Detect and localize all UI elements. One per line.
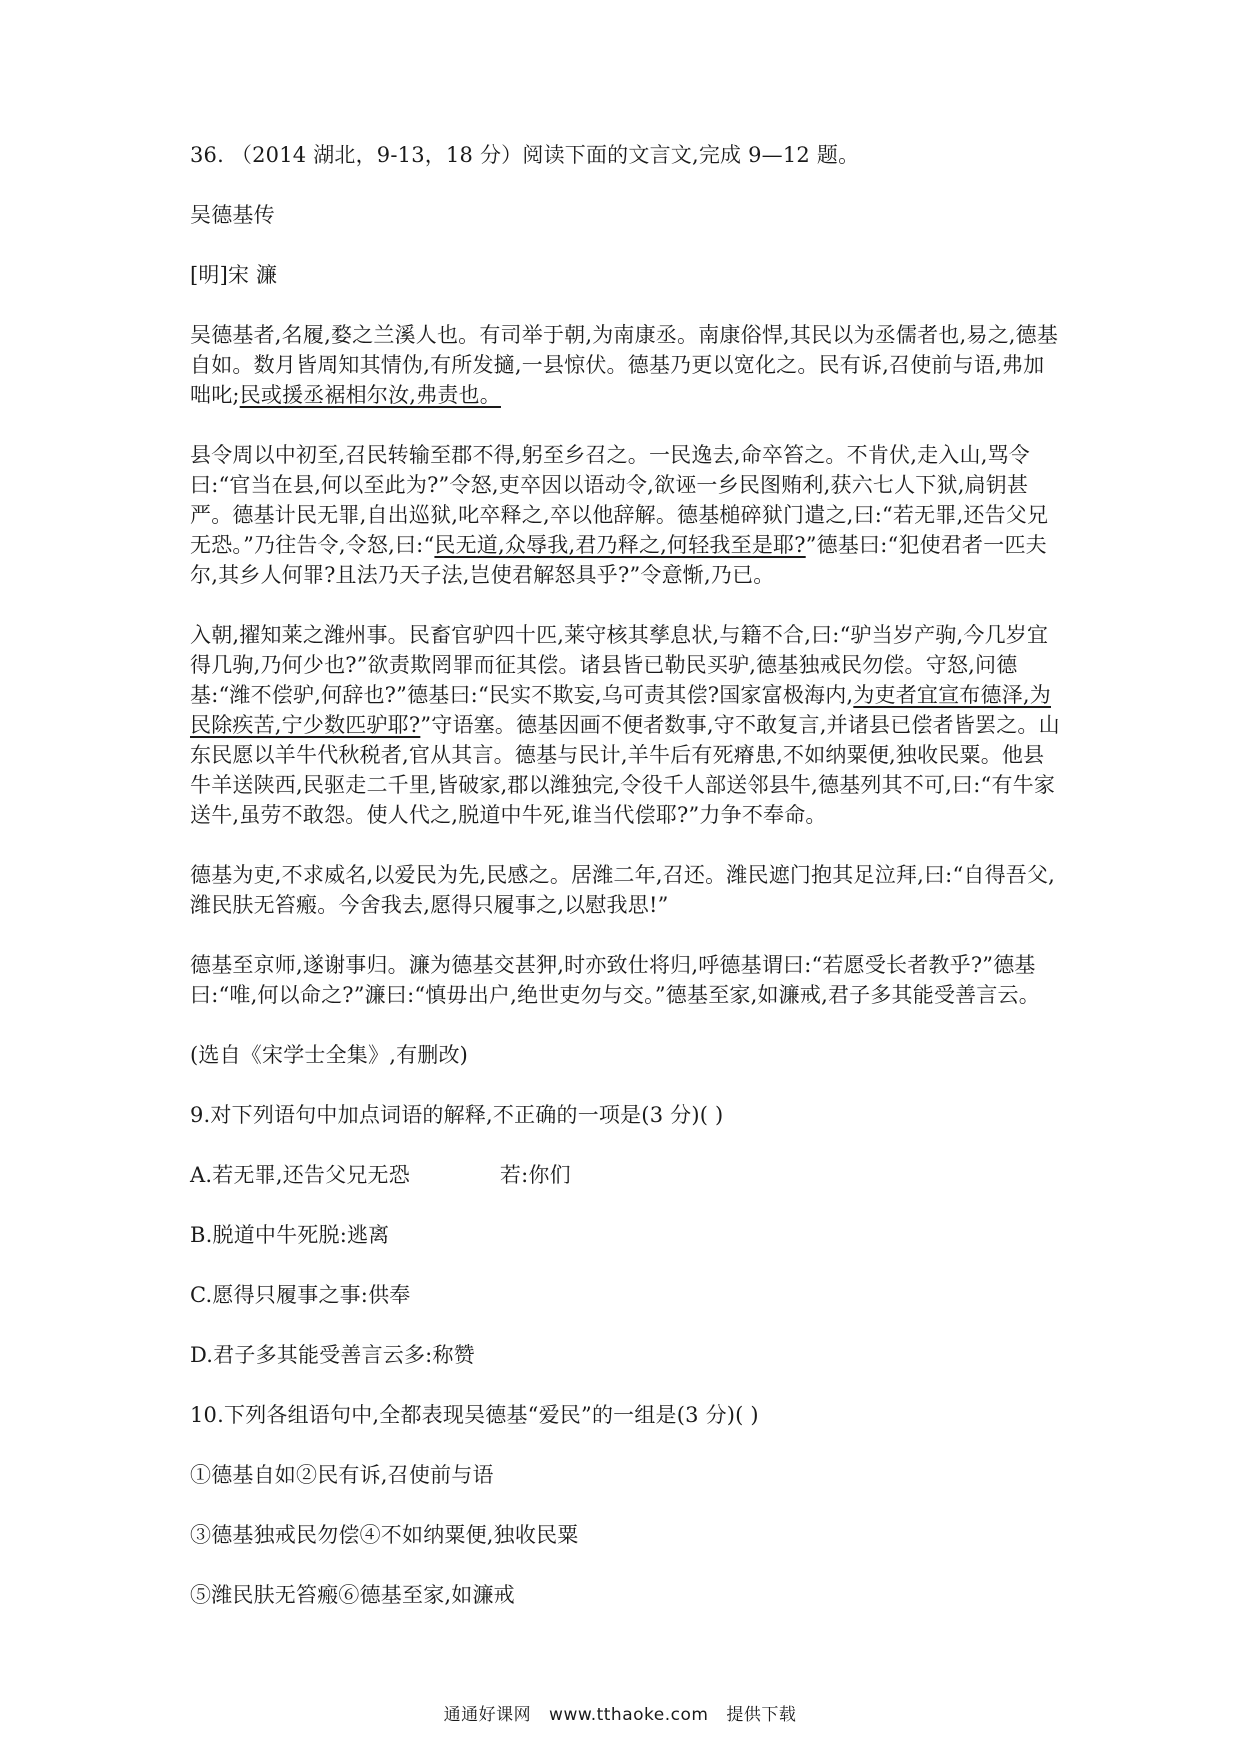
page-footer [0,1700,1240,1725]
question-header: 36. （2014 湖北，9-13，18 分）阅读下面的文言文,完成 9—12 题。 [190,143,860,167]
paragraph-3-text-b: ”守语塞。德基因画不便者数事,守不敢复言,并诸县已偿者皆罢之。山东民愿以羊牛代秋税者,官从其言。德基与民计,羊牛后有死瘠患,不如纳粟便,独收民粟。他县牛羊送陕西,民驱走二千里,皆破家,郡以潍独完,令役千人部送邻县牛,德基列其不可,曰:“有牛家送牛,虽劳不敢怨。使人代之,脱道中牛死,谁当代偿耶?”力争不奉命。 [190,713,1060,827]
question-9-option-c: C.愿得只履事之事:供奉 [190,1283,411,1307]
question-9-option-d: D.君子多其能受善言云多:称赞 [190,1343,475,1367]
paragraph-3-text-a: 入朝,擢知莱之潍州事。民畜官驴四十匹,莱守核其孳息状,与籍不合,曰:“驴当岁产驹,今几岁宜得几驹,乃何少也?”欲责欺罔罪而征其偿。诸县皆已勒民买驴,德基独戒民勿偿。守怒,问德基:“潍不偿驴,何辞也?”德基曰:“民实不欺妄,乌可责其偿?国家富极海内, [190,623,1049,707]
document-body [190,140,1060,1640]
option-a-sentence: A.若无罪,还告父兄无恐 [190,1163,410,1187]
passage-title: 吴德基传 [190,203,275,227]
paragraph-2-text-a: 县令周以中初至,召民转输至郡不得,躬至乡召之。一民逸去,命卒笞之。不肯伏,走入山,骂令曰:“官当在县,何以至此为?”令怒,吏卒因以语动令,欲诬一乡民图贿利,获六七人下狱,扃钥甚严。德基计民无罪,自出巡狱,叱卒释之,卒以他辞解。德基槌碎狱门遣之,曰:“若无罪,还告父兄无恐。”乃往告令,令怒,曰:“ [190,443,1049,557]
paragraph-2-text-b: ”德基曰:“犯使君者一匹夫尔,其乡人何罪?且法乃天子法,岂使君解怒具乎?”令意惭,乃已。 [190,533,1047,587]
footer-suffix: 提供下载 [726,1705,797,1725]
underlined-sentence-2: 民无道,众辱我,君乃释之,何轻我至是耶? [434,533,806,557]
paragraph-1 [190,320,1060,410]
question-10-row-1: ①德基自如②民有诉,召使前与语 [190,1463,494,1487]
footer-url[interactable]: www.tthaoke.com [549,1705,709,1725]
footer-site-name: 通通好课网 [443,1705,532,1725]
underlined-sentence-3: 为吏者宜宣布德泽,为民除疾苦,宁少数匹驴耶? [190,683,1051,737]
question-9-option-a [190,1160,1060,1190]
option-a-gloss: 若:你们 [499,1163,571,1187]
question-9-stem: 9.对下列语句中加点词语的解释,不正确的一项是(3 分)( ) [190,1103,724,1127]
question-10-row-2: ③德基独戒民勿偿④不如纳粟便,独收民粟 [190,1523,579,1547]
paragraph-2 [190,440,1060,590]
paragraph-1-text: 吴德基者,名履,婺之兰溪人也。有司举于朝,为南康丞。南康俗悍,其民以为丞儒者也,易之,德基自如。数月皆周知其情伪,有所发擿,一县惊伏。德基乃更以宽化之。民有诉,召使前与语,弗加咄叱; [190,323,1059,407]
source-note: (选自《宋学士全集》,有删改) [190,1043,469,1067]
underlined-sentence-1: 民或援丞裾相尔汝,弗责也。 [239,383,501,407]
paragraph-4: 德基为吏,不求威名,以爱民为先,民感之。居潍二年,召还。潍民遮门抱其足泣拜,曰:“自得吾父,潍民肤无笞瘢。今舍我去,愿得只履事之,以慰我思!” [190,863,1056,917]
question-10-stem: 10.下列各组语句中,全都表现吴德基“爱民”的一组是(3 分)( ) [190,1403,759,1427]
question-9-option-b: B.脱道中牛死脱:逃离 [190,1223,390,1247]
paragraph-5: 德基至京师,遂谢事归。濂为德基交甚狎,时亦致仕将归,呼德基谓曰:“若愿受长者教乎?”德基曰:“唯,何以命之?”濂曰:“慎毋出户,绝世吏勿与交。”德基至家,如濂戒,君子多其能受善言云。 [190,953,1040,1007]
question-10-row-3: ⑤潍民肤无笞瘢⑥德基至家,如濂戒 [190,1583,515,1607]
passage-author: [明]宋 濂 [190,263,278,287]
paragraph-3 [190,620,1060,830]
